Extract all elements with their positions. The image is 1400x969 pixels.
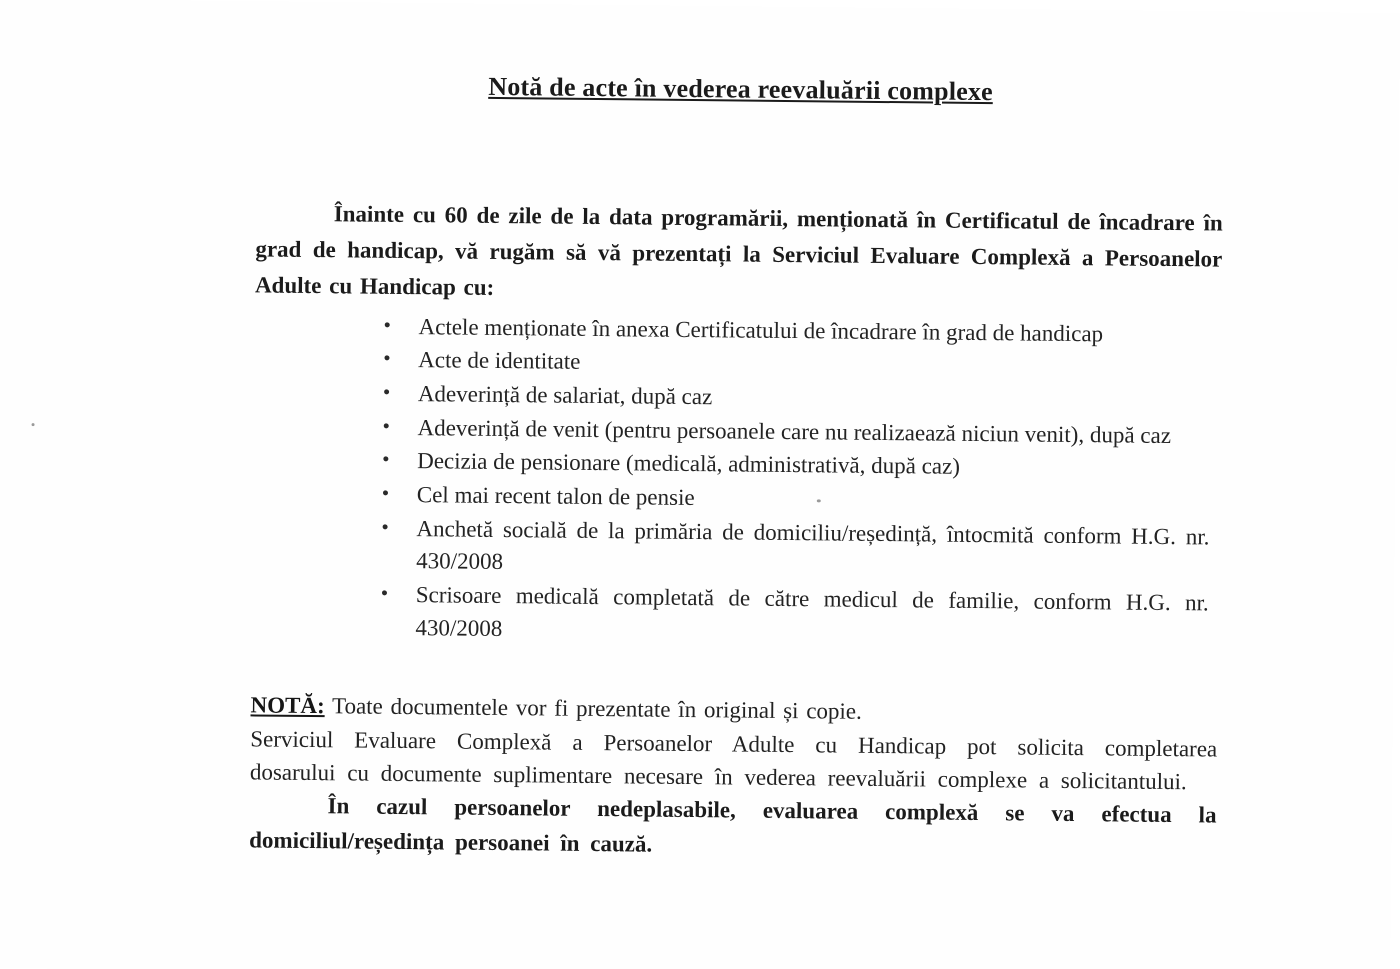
nota-continuation-paragraph: Serviciul Evaluare Complexă a Persoanelor Adulte cu Handicap pot solicita completarea dosarului cu documente suplimentare necesare în vederea reevaluării complexe a solicitantului. [249, 725, 1218, 795]
list-item: • Adeverință de salariat, după caz [381, 378, 1211, 419]
nota-text: Toate documentele vor fi prezentate în original și copie. [324, 693, 862, 724]
list-item: • Decizia de pensionare (medicală, administrativă, după caz) [380, 445, 1210, 486]
list-item: • Adeverință de venit (pentru persoanele care nu realizaează niciun venit), după caz [380, 411, 1210, 452]
document-title: Notă de acte în vederea reevaluării complexe [488, 71, 994, 107]
nota-label: NOTĂ: [250, 692, 325, 719]
list-item: • Acte de identitate [381, 344, 1211, 385]
list-item: • Cel mai recent talon de pensie [380, 479, 1210, 520]
scan-speck [32, 423, 35, 426]
list-item: • Scrisoare medicală completată de către medicul de familie, conform H.G. nr. 430/2008 [378, 579, 1209, 653]
required-documents-list [251, 309, 1221, 653]
list-item: • Actele menționate în anexa Certificatului de încadrare în grad de handicap [381, 310, 1211, 351]
closing-paragraph: În cazul persoanelor nedeplasabile, evaluarea complexă se va efectua la domiciliul/reședința persoanei în cauză. [249, 793, 1217, 857]
list-item: • Anchetă socială de la primăria de domiciliu/reședință, întocmită conform H.G. nr. 430/2008 [379, 512, 1210, 586]
intro-paragraph: Înainte cu 60 de zile de la data programării, menționată în Certificatul de încadrare în grad de handicap, vă rugăm să vă prezentați la Serviciul Evaluare Complexă a Persoanelor Adulte cu Handicap cu: [254, 201, 1223, 300]
